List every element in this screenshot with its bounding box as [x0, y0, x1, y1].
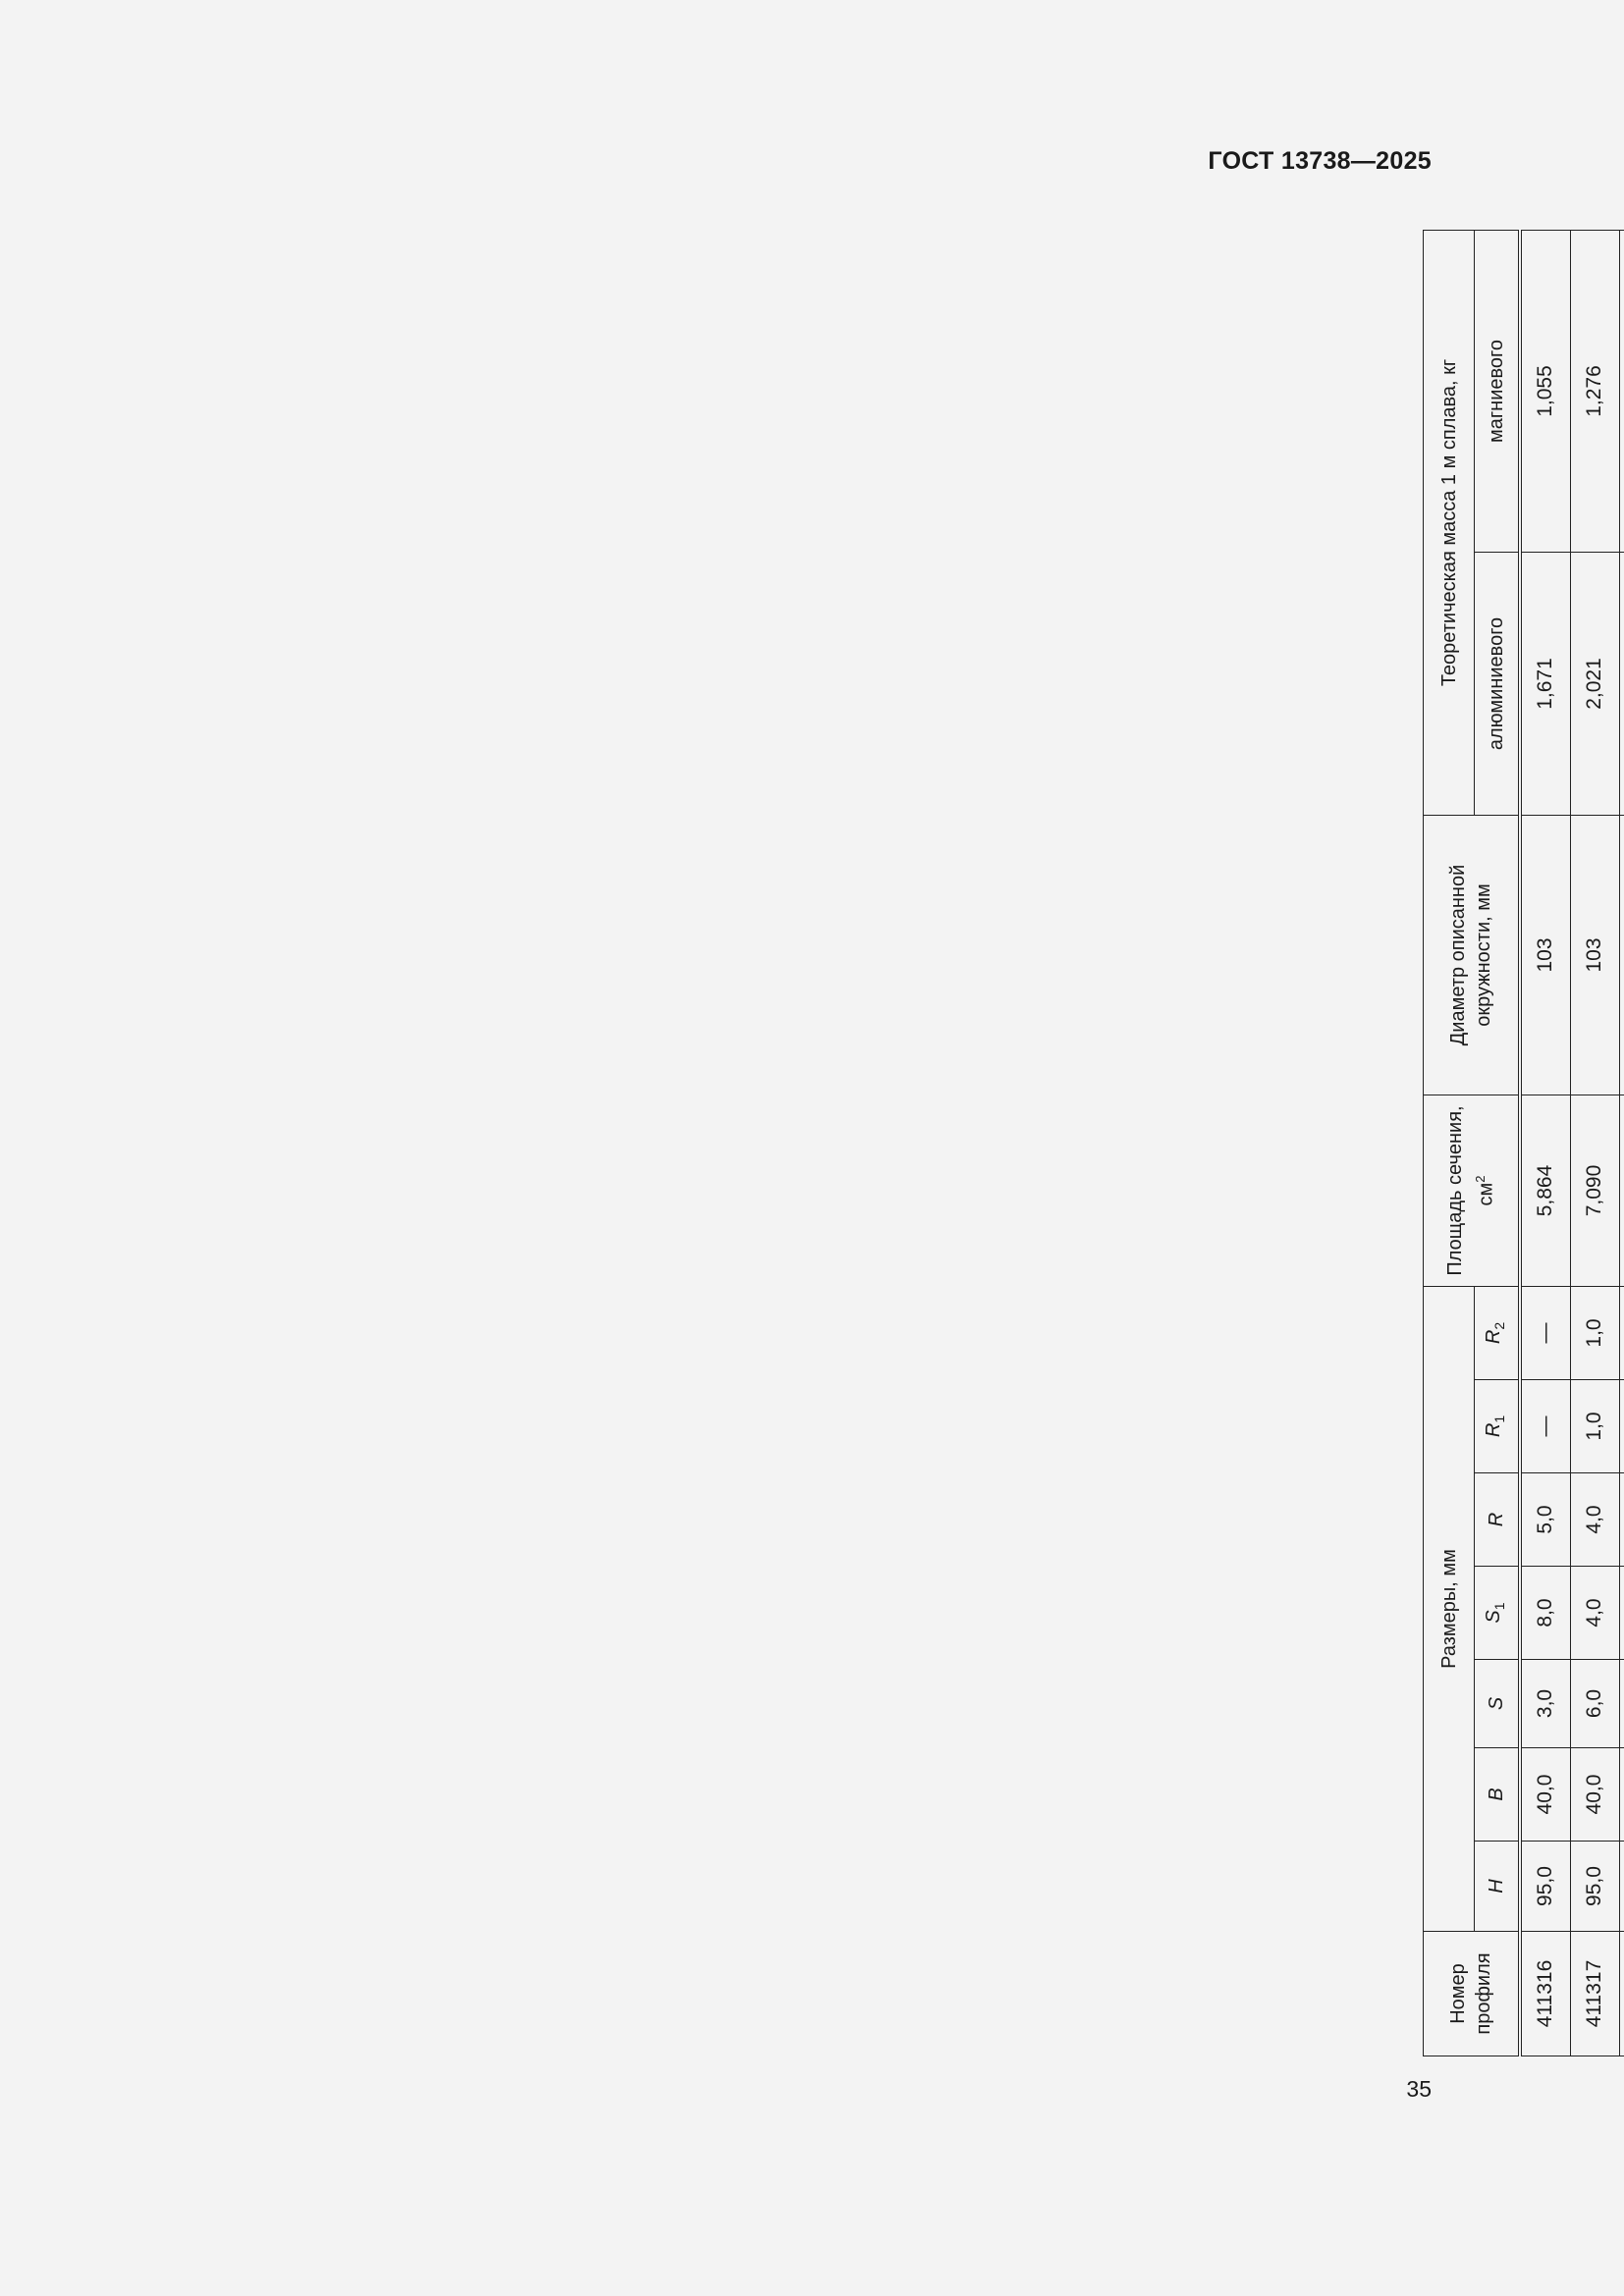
cell-B	[1619, 1748, 1624, 1842]
header-aluminium: алюминиевого	[1475, 552, 1520, 815]
cell-al: 2,021	[1570, 552, 1619, 815]
table-row	[1520, 230, 1571, 2056]
cell-diameter: 103	[1570, 815, 1619, 1095]
header-H: H	[1475, 1842, 1520, 1932]
cell-S: 3,0	[1520, 1660, 1571, 1748]
cell-S1: 4,0	[1570, 1567, 1619, 1660]
header-B: B	[1475, 1748, 1520, 1842]
cell-mg: 1,055	[1520, 230, 1571, 552]
cell-B: 40,0	[1520, 1748, 1571, 1842]
cell-S	[1619, 1660, 1624, 1748]
header-profile: Номер профиля	[1424, 1932, 1520, 2056]
header-diameter: Диаметр описанной окружности, мм	[1424, 815, 1520, 1095]
cell-R: 4,0	[1570, 1473, 1619, 1567]
cell-al: 1,671	[1520, 552, 1571, 815]
cell-B: 40,0	[1570, 1748, 1619, 1842]
cell-area	[1619, 1095, 1624, 1286]
cell-al	[1619, 552, 1624, 815]
cell-area: 7,090	[1570, 1095, 1619, 1286]
header-S1: $S_1$	[1475, 1567, 1520, 1660]
cell-mg	[1619, 230, 1624, 552]
page-number: 35	[1406, 2076, 1432, 2102]
cell-profile: 411317	[1570, 1932, 1619, 2056]
header-mass: Теоретическая масса 1 м сплава, кг	[1424, 230, 1475, 815]
cell-diameter	[1619, 815, 1624, 1095]
cell-R1: —	[1520, 1380, 1571, 1473]
document-code: ГОСТ 13738—2025	[1208, 147, 1432, 175]
cell-R2	[1619, 1286, 1624, 1379]
header-R: R	[1475, 1473, 1520, 1567]
table-row	[1570, 230, 1619, 2056]
header-magnesium: магниевого	[1475, 230, 1520, 552]
cell-S1	[1619, 1567, 1624, 1660]
cell-H: 95,0	[1570, 1842, 1619, 1932]
cell-H: 95,0	[1520, 1842, 1571, 1932]
profile-table	[1423, 230, 1624, 2056]
header-S: S	[1475, 1660, 1520, 1748]
rotated-table-block	[1423, 231, 1624, 2056]
cell-R2: 1,0	[1570, 1286, 1619, 1379]
cell-diameter: 103	[1520, 815, 1571, 1095]
cell-R: 5,0	[1520, 1473, 1571, 1567]
cell-R1	[1619, 1380, 1624, 1473]
cell-area: 5,864	[1520, 1095, 1571, 1286]
cell-S: 6,0	[1570, 1660, 1619, 1748]
cell-profile: 411316	[1520, 1932, 1571, 2056]
cell-R	[1619, 1473, 1624, 1567]
table-row	[1619, 230, 1624, 2056]
cell-profile	[1619, 1932, 1624, 2056]
header-R2: $R_2$	[1475, 1286, 1520, 1379]
cell-S1: 8,0	[1520, 1567, 1571, 1660]
cell-H	[1619, 1842, 1624, 1932]
cell-R2: —	[1520, 1286, 1571, 1379]
cell-R1: 1,0	[1570, 1380, 1619, 1473]
header-R1: $R_1$	[1475, 1380, 1520, 1473]
header-area: Площадь сечения, $см^2$	[1424, 1095, 1520, 1286]
cell-mg: 1,276	[1570, 230, 1619, 552]
header-dimensions: Размеры, мм	[1424, 1286, 1475, 1931]
